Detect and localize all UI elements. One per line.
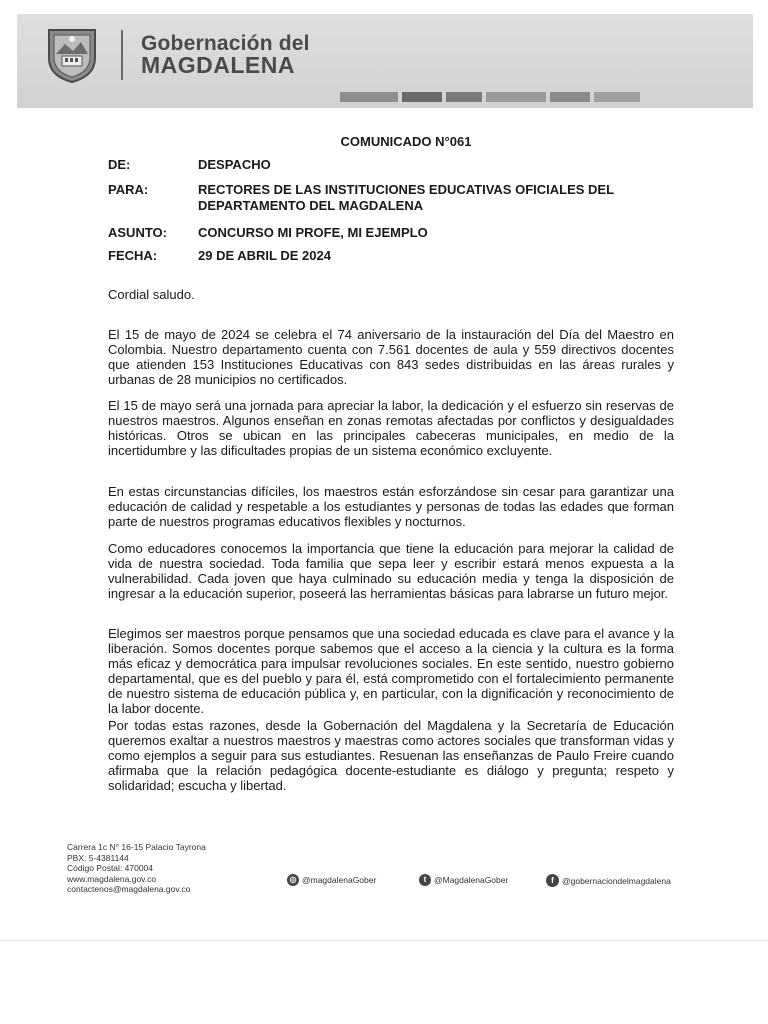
field-fecha-value: 29 DE ABRIL DE 2024 <box>198 248 331 263</box>
facebook-icon: f <box>546 874 559 887</box>
header-stripes <box>340 92 644 102</box>
social-twitter[interactable] <box>419 874 508 886</box>
header-stripe <box>550 92 590 102</box>
coat-of-arms-icon <box>43 24 101 84</box>
header-stripe <box>446 92 482 102</box>
greeting: Cordial saludo. <box>108 287 195 302</box>
letterhead-divider <box>121 30 123 80</box>
footer-address: Carrera 1c N° 16-15 Palacio Tayrona <box>67 842 206 852</box>
memo-title: COMUNICADO N°061 <box>340 134 472 149</box>
header-stripe <box>402 92 442 102</box>
twitter-icon: t <box>419 874 431 886</box>
paragraph-1: El 15 de mayo de 2024 se celebra el 74 aniversario de la instauración del Día del Maestro en Colombia. Nuestro departamento cuenta con 7.561 docentes de aula y 559 directivos docentes que atienden 153 Instituciones Educativas con 843 sedes distribuidas en las áreas rurales y urbanas de 28 municipios no certificados. <box>108 327 674 387</box>
social-instagram[interactable] <box>287 874 376 886</box>
field-de-label: DE: <box>108 157 131 172</box>
paragraph-3: En estas circunstancias difíciles, los maestros están esforzándose sin cesar para garantizar una educación de calidad y respetable a los estudiantes y personas de todas las edades que forman parte de nuestros programas educativos flexibles y nocturnos. <box>108 484 674 529</box>
footer-email-link[interactable]: contactenos@magdalena.gov.co <box>67 884 191 894</box>
paragraph-5: Elegimos ser maestros porque pensamos que una sociedad educada es clave para el avance y la liberación. Somos docentes porque sabemos que el acceso a la ciencia y la cultura es la forma más eficaz y democrática para impulsar revoluciones sociales. En este sentido, nuestro gobierno departamental, que es del pueblo y para él, está comprometido con el fortalecimiento permanente de nuestro sistema de educación pública y, en particular, con la dignificación y reconocimiento de la labor docente. <box>108 626 674 716</box>
footer-postal: Código Postal: 470004 <box>67 863 154 873</box>
field-asunto-label: ASUNTO: <box>108 225 167 240</box>
brand-line2: MAGDALENA <box>141 52 295 78</box>
header-stripe <box>340 92 398 102</box>
paragraph-6: Por todas estas razones, desde la Gobernación del Magdalena y la Secretaría de Educación queremos exaltar a nuestros maestros y maestras como actores sociales que transforman vidas y como ejemplos a seguir para sus estudiantes. Resuenan las enseñanzas de Paulo Freire cuando afirmaba que la relación pedagógica docente-estudiante es diálogo y pregunta; respeto y solidaridad; escucha y libertad. <box>108 718 674 793</box>
instagram-handle: @magdalenaGober <box>302 875 377 885</box>
footer-contact <box>67 842 206 895</box>
footer-web-link[interactable]: www.magdalena.gov.co <box>67 873 157 884</box>
paragraph-2: El 15 de mayo será una jornada para apreciar la labor, la dedicación y el esfuerzo sin reservas de nuestros maestros. Algunos enseñan en zonas remotas afectadas por conflictos y desigualdades históricas. Otros se ubican en las principales cabeceras municipales, en medio de la incertidumbre y las dificultades propias de un sistema económico excluyente. <box>108 398 674 458</box>
instagram-icon: ◎ <box>287 874 299 886</box>
field-asunto-value: CONCURSO MI PROFE, MI EJEMPLO <box>198 225 428 240</box>
field-para-value: RECTORES DE LAS INSTITUCIONES EDUCATIVAS OFICIALES DEL DEPARTAMENTO DEL MAGDALENA <box>198 182 614 213</box>
field-para-label: PARA: <box>108 182 149 197</box>
paragraph-4: Como educadores conocemos la importancia que tiene la educación para mejorar la calidad de vida de nuestra sociedad. Toda familia que sepa leer y escribir estará menos expuesta a la vulnerabilidad. Cada joven que haya culminado su educación media y tenga la disposición de ingresar a la educación superior, poseerá las herramientas básicas para labrarse un futuro mejor. <box>108 541 674 601</box>
footer-pbx: PBX: 5-4381144 <box>67 852 129 863</box>
header-stripe <box>486 92 546 102</box>
field-fecha-label: FECHA: <box>108 248 158 263</box>
social-facebook[interactable] <box>546 874 671 887</box>
page-bottom-line <box>0 940 768 941</box>
brand-line1: Gobernación del <box>141 32 310 55</box>
facebook-handle: @gobernaciondelmagdalena <box>562 875 671 886</box>
twitter-handle: @MagdalenaGober <box>434 875 509 885</box>
header-stripe <box>594 92 640 102</box>
field-de-value: DESPACHO <box>198 157 271 172</box>
